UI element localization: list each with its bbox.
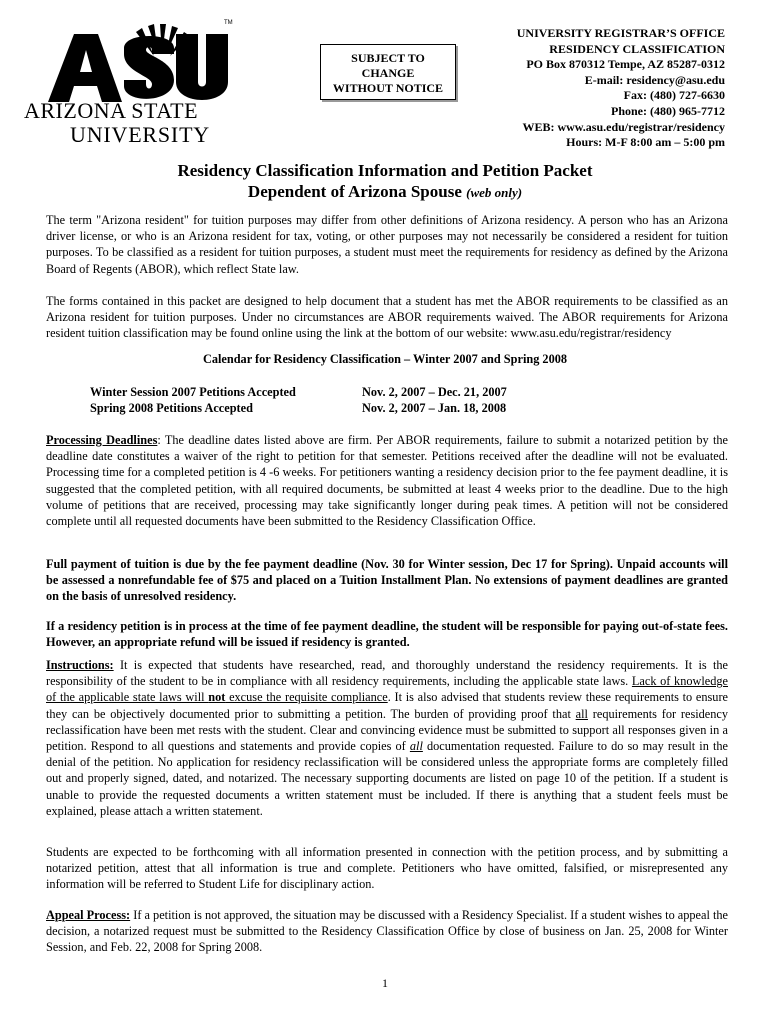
office-email: E-mail: residency@asu.edu bbox=[584, 72, 725, 87]
notice-line: CHANGE bbox=[361, 66, 415, 80]
logo-wordmark-line1: ARIZONA STATE bbox=[24, 98, 199, 123]
calendar-row bbox=[90, 400, 507, 416]
logo-wordmark-line2: UNIVERSITY bbox=[70, 122, 210, 147]
office-phone: Phone: (480) 965-7712 bbox=[611, 103, 725, 118]
processing-deadlines-text: : The deadline dates listed above are firm. Per ABOR requirements, failure to submit a notarized petition by the deadline date constitutes a waiver of the right to petition for that semester. Petitions received after the deadline will not be evaluated. Processing time for a completed petition is 4 -6 weeks. For petitioners wanting a residency decision prior to the fee payment deadline, it is suggested that the completed petition, with all required documents, be submitted at least 4 weeks prior to the deadline. Due to the high volume of petitions that are received, processing may take significantly longer during peak times. A petition will not be considered complete until all requested documents have been submitted to the Residency Classification Office. bbox=[46, 433, 728, 529]
calendar-row-label: Spring 2008 Petitions Accepted bbox=[90, 401, 253, 415]
processing-deadlines-paragraph bbox=[46, 432, 728, 529]
instructions-text: requirements for residency reclassification have been met rests with the student. Clear and convincing evidence must be submitted to support all responses given in a petition. Respond to all questions and statements and provide copies of bbox=[46, 706, 729, 754]
calendar-title: Calendar for Residency Classification – Winter 2007 and Spring 2008 bbox=[202, 352, 568, 366]
office-name: UNIVERSITY REGISTRAR’S OFFICE bbox=[516, 26, 725, 40]
office-hours: Hours: M-F 8:00 am – 5:00 pm bbox=[566, 135, 725, 150]
instructions-all-emphasis: all bbox=[575, 706, 588, 721]
appeal-process-text: If a petition is not approved, the situation may be discussed with a Residency Specialist. If a student wishes to appeal the decision, a notarized request must be submitted to the Residency Classification Office by close of business on Jan. 25, 2008 for Winter Session, and Feb. 22, 2008 for Spring 2008. bbox=[46, 908, 728, 955]
calendar-row-dates: Nov. 2, 2007 – Jan. 18, 2008 bbox=[362, 401, 507, 415]
notice-line: SUBJECT TO bbox=[351, 51, 425, 65]
instructions-underlined-start: Lack of knowledge of the applicable state laws will bbox=[46, 674, 728, 705]
forms-paragraph: The forms contained in this packet are designed to help document that a student has met the ABOR requirements to be classified as an Arizona resident for tuition purposes. Under no circumstances are ABOR requirements waived. The ABOR requirements for Arizona resident tuition classification may be found online using the link at the bottom of our website: www.asu.edu/registrar/residency bbox=[46, 294, 728, 341]
appeal-process-heading: Appeal Process: bbox=[46, 908, 131, 922]
calendar-row-dates: Nov. 2, 2007 – Dec. 21, 2007 bbox=[362, 385, 507, 399]
title-line1: Residency Classification Information and Petition Packet bbox=[177, 161, 593, 180]
office-department: RESIDENCY CLASSIFICATION bbox=[549, 41, 725, 56]
page-number: 1 bbox=[382, 976, 388, 990]
subject-to-change-notice bbox=[320, 44, 456, 100]
notice-line: WITHOUT NOTICE bbox=[332, 81, 444, 95]
instructions-text: . It is also advised that students review these requirements to ensure they can be objectively documented prior to submitting a petition. The burden of providing proof that bbox=[46, 690, 728, 721]
calendar-row-label: Winter Session 2007 Petitions Accepted bbox=[90, 385, 296, 399]
payment-deadline-paragraph: Full payment of tuition is due by the fee payment deadline (Nov. 30 for Winter session, Dec 17 for Spring). Unpaid accounts will be assessed a nonrefundable fee of $75 and placed on a Tuition Installment Plan. No extensions of payment deadlines are granted on the basis of unresolved residency. bbox=[46, 557, 728, 604]
instructions-paragraph bbox=[46, 657, 728, 819]
title-line2 bbox=[0, 181, 770, 203]
instructions-text: It is expected that students have researched, read, and thoroughly understand the residency requirements. It is the responsibility of the student to be in compliance with all residency requirements, including the applicable state laws. bbox=[46, 658, 728, 689]
trademark-symbol: TM bbox=[224, 20, 233, 26]
office-address: PO Box 870312 Tempe, AZ 85287-0312 bbox=[526, 57, 725, 72]
document-title bbox=[0, 160, 770, 203]
petition-in-process-paragraph: If a residency petition is in process at the time of fee payment deadline, the student will be responsible for paying out-of-state fees. However, an appropriate refund will be issued if residency is granted. bbox=[46, 619, 728, 650]
intro-paragraph: The term "Arizona resident" for tuition purposes may differ from other definitions of Arizona residency. A person who has an Arizona driver license, or who is an Arizona resident for tax, voting, or other purposes may not necessarily be considered a resident for tuition purposes. To be classified as a resident for tuition purposes, a student must meet the requirements for residency as defined by the Arizona Board of Regents (ABOR), which reflect State law. bbox=[46, 213, 728, 276]
office-web: WEB: www.asu.edu/registrar/residency bbox=[522, 119, 725, 134]
calendar-row bbox=[90, 384, 507, 400]
processing-deadlines-heading: Processing Deadlines bbox=[46, 433, 158, 447]
office-fax: Fax: (480) 727-6630 bbox=[623, 88, 725, 103]
registrar-office-contact-block bbox=[517, 26, 725, 151]
instructions-not-emphasis: not bbox=[208, 690, 226, 705]
instructions-all-italic: all bbox=[409, 739, 423, 754]
instructions-heading: Instructions: bbox=[46, 658, 114, 672]
title-line2-text: Dependent of Arizona Spouse bbox=[247, 182, 462, 201]
title-web-only-note: (web only) bbox=[466, 185, 523, 200]
students-disclosure-paragraph: Students are expected to be forthcoming with all information presented in connection with the petition process, and by submitting a notarized petition, attest that all information is true and complete. Petitioners who have omitted, falsified, or misrepresented any information will be referred to Student Life for disciplinary action. bbox=[46, 845, 728, 892]
asu-sunburst-logo-mark bbox=[40, 24, 230, 104]
instructions-underlined-end: excuse the requisite compliance bbox=[225, 690, 388, 705]
instructions-text: documentation requested. Failure to do so may result in the denial of the petition. No application for residency reclassification will be considered unless the appropriate forms are completely filled out and properly signed, dated, and notarized. The necessary supporting documents are listed on page 10 of the petition. If a student is unable to provide the requested documents a written statement must be included. If there is anything that a student feels must be explained, please attach a written statement. bbox=[46, 739, 728, 818]
appeal-process-paragraph bbox=[46, 907, 728, 956]
